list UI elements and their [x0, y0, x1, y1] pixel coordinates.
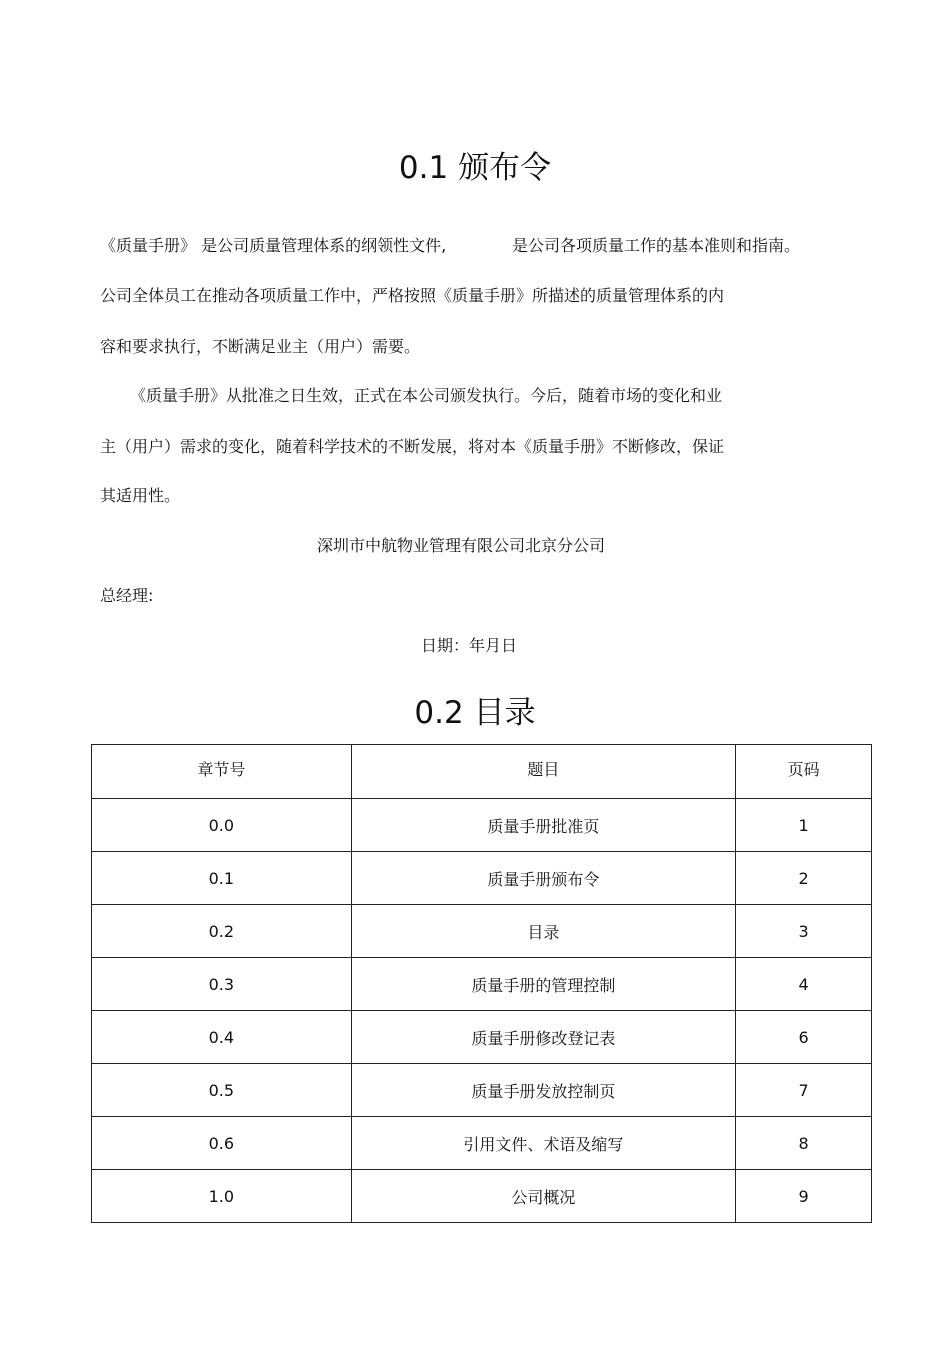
toc-item-title: 质量手册发放控制页	[351, 1064, 736, 1117]
toc-item-title: 质量手册修改登记表	[351, 1011, 736, 1064]
toc-item-title: 质量手册颁布令	[351, 852, 736, 905]
table-row	[92, 1170, 872, 1223]
toc-page: 4	[736, 958, 872, 1011]
toc-page: 9	[736, 1170, 872, 1223]
table-row	[92, 1011, 872, 1064]
decree-title: 0.1 颁布令	[398, 150, 552, 186]
date-label: 日期：年月日	[420, 636, 517, 655]
decree-para1-line1b: 是公司各项质量工作的基本准则和指南。	[512, 236, 801, 255]
toc-header-title: 题目	[351, 745, 736, 799]
toc-title: 0.2 目录	[414, 695, 536, 731]
toc-chapter: 1.0	[92, 1170, 352, 1223]
toc-chapter: 0.3	[92, 958, 352, 1011]
toc-item-title: 目录	[351, 905, 736, 958]
toc-table	[91, 744, 872, 1223]
toc-item-title: 公司概况	[351, 1170, 736, 1223]
company-name: 深圳市中航物业管理有限公司北京分公司	[316, 536, 605, 555]
toc-chapter: 0.5	[92, 1064, 352, 1117]
decree-para2-line3: 其适用性。	[100, 486, 181, 505]
table-row	[92, 1117, 872, 1170]
decree-para1-line1a: 《质量手册》 是公司质量管理体系的纲领性文件,	[100, 236, 447, 255]
decree-para2-line2: 主（用户）需求的变化，随着科学技术的不断发展，将对本《质量手册》不断修改，保证	[100, 437, 725, 456]
table-row	[92, 852, 872, 905]
table-row	[92, 1064, 872, 1117]
decree-para1-line3: 容和要求执行，不断满足业主（用户）需要。	[100, 337, 421, 356]
decree-para1-line2: 公司全体员工在推动各项质量工作中，严格按照《质量手册》所描述的质量管理体系的内	[100, 286, 725, 305]
toc-header-chapter: 章节号	[92, 745, 352, 799]
toc-chapter: 0.4	[92, 1011, 352, 1064]
toc-page: 1	[736, 799, 872, 852]
toc-chapter: 0.0	[92, 799, 352, 852]
toc-page: 7	[736, 1064, 872, 1117]
table-row	[92, 905, 872, 958]
toc-item-title: 质量手册批准页	[351, 799, 736, 852]
toc-chapter: 0.6	[92, 1117, 352, 1170]
toc-header-page: 页码	[736, 745, 872, 799]
toc-item-title: 质量手册的管理控制	[351, 958, 736, 1011]
toc-page: 2	[736, 852, 872, 905]
toc-chapter: 0.2	[92, 905, 352, 958]
manager-label: 总经理:	[100, 586, 154, 605]
toc-page: 3	[736, 905, 872, 958]
toc-item-title: 引用文件、术语及缩写	[351, 1117, 736, 1170]
toc-page: 6	[736, 1011, 872, 1064]
table-row	[92, 958, 872, 1011]
toc-chapter: 0.1	[92, 852, 352, 905]
table-row	[92, 799, 872, 852]
toc-page: 8	[736, 1117, 872, 1170]
decree-para2-line1: 《质量手册》从批准之日生效，正式在本公司颁发执行。今后，随着市场的变化和业	[130, 386, 723, 405]
toc-header-row	[92, 745, 872, 799]
